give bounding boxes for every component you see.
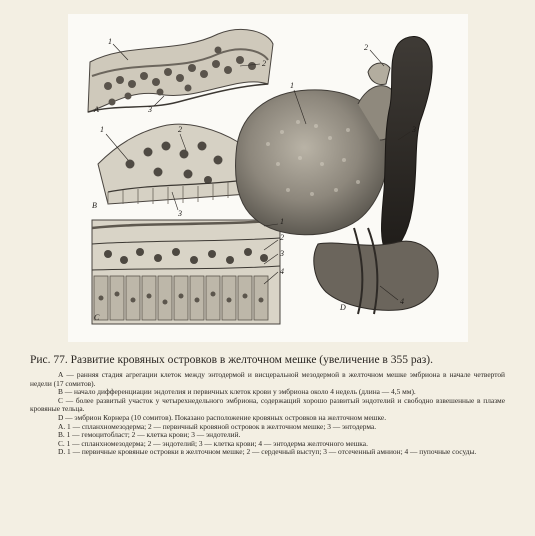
caption-paragraph: С. 1 — спланхномезодерма; 2 — эндотелий; 3 — клетка крови; 4 — энтодерма желточного мешка. (58, 438, 368, 448)
caption-paragraph: D — эмбрион Корнера (10 сомитов). Показано расположение кровяных островков на желточном мешке. (58, 412, 387, 422)
caption-paragraph: А. 1 — спланхномезодерма; 2 — первичный кровяной островок в желточном мешке; 3 — энтодерма. (58, 421, 377, 431)
label-c-2: 2 (280, 233, 284, 242)
panel-d-letter: D (340, 303, 346, 312)
caption-text (30, 371, 505, 457)
label-c-3: 3 (280, 249, 284, 258)
label-d-2: 2 (364, 43, 368, 52)
label-b-2: 2 (178, 125, 182, 134)
caption-paragraph: В — начало дифференциации эндотелия и первичных клеток крови у эмбриона около 4 недель (длина — 4,5 мм). (58, 387, 416, 397)
caption-paragraph: В. 1 — гемоцитобласт; 2 — клетка крови; 3 — эндотелий. (58, 430, 241, 440)
label-d-3: 3 (412, 125, 416, 134)
label-a-3: 3 (148, 105, 152, 114)
label-d-1: 1 (290, 81, 294, 90)
histology-illustration (68, 14, 468, 342)
panel-b-letter: B (92, 201, 97, 210)
panel-c-letter: C (94, 313, 100, 322)
panel-a-letter: A (94, 105, 99, 114)
label-a-1: 1 (108, 37, 112, 46)
panel-b-drawing (98, 124, 248, 204)
panel-a-drawing (88, 29, 273, 112)
caption-paragraph: С — более развитый участок у четырехнедельного эмбриона, содержащий хорошо развитый эндотелий и свободно взвешенные в плазме кровяные тельца. (30, 395, 505, 414)
label-d-4: 4 (400, 297, 404, 306)
label-b-3: 3 (178, 209, 182, 218)
panel-c-drawing (92, 220, 280, 324)
figure-plate (68, 14, 468, 342)
label-c-1: 1 (280, 217, 284, 226)
caption-paragraph: А — ранняя стадия агрегации клеток между энтодермой и висцеральной мезодермой в желточном мешке эмбриона в начале четвертой недели (17 сомитов). (30, 370, 505, 388)
figure-caption: Рис. 77. Развитие кровяных островков в желточном мешке (увеличение в 355 раз). (30, 354, 433, 366)
label-a-2: 2 (262, 59, 266, 68)
label-c-4: 4 (280, 267, 284, 276)
label-b-1: 1 (100, 125, 104, 134)
caption-paragraph: D. 1 — первичные кровяные островки в желточном мешке; 2 — сердечный выступ; 3 — отсеченный амнион; 4 — пупочные сосуды. (58, 447, 477, 457)
